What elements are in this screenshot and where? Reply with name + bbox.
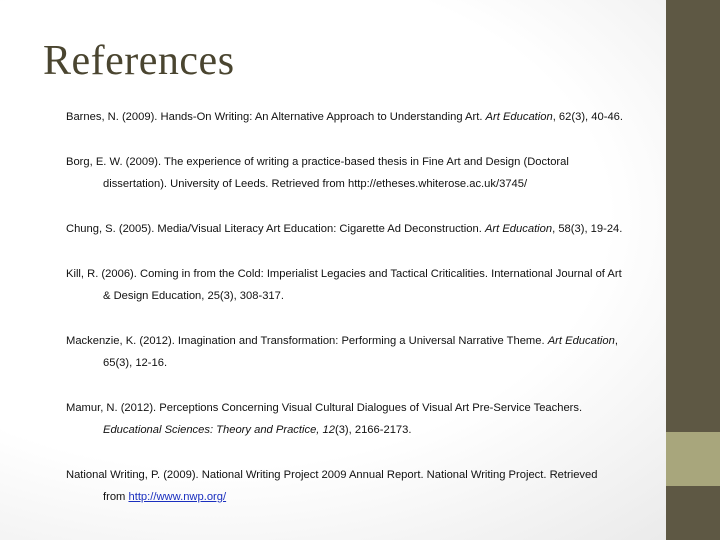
reference-item [66,106,626,128]
journal-title: Art Education [547,335,615,347]
reference-text: Chung, S. (2005). Media/Visual Literacy Art Education: Cigarette Ad Deconstruction. [66,223,485,235]
reference-text: 65(3), 12-16. [103,357,168,369]
reference-item [66,330,626,374]
reference-text: , 58(3), 19-24. [552,223,623,235]
reference-link[interactable]: http://www.nwp.org/ [128,491,227,503]
page-title: References [43,38,235,84]
reference-text: dissertation). University of Leeds. Retrieved from http://etheses.whiterose.ac.uk/3745/ [103,178,528,190]
reference-list [66,106,626,531]
reference-text: Barnes, N. (2009). Hands-On Writing: An Alternative Approach to Understanding Art. [66,111,486,123]
reference-item [66,397,626,441]
reference-item [66,263,626,307]
reference-text: Mackenzie, K. (2012). Imagination and Transformation: Performing a Universal Narrative Theme. [66,335,548,347]
journal-title: Art Education [484,223,553,235]
reference-text: Borg, E. W. (2009). The experience of writing a practice-based thesis in Fine Art and Design (Doctoral [66,156,569,168]
reference-text: Kill, R. (2006). Coming in from the Cold: Imperialist Legacies and Tactical Criticalities. International Journal of Art [66,268,622,280]
reference-text: National Writing, P. (2009). National Writing Project 2009 Annual Report. National Writing Project. Retrieved [66,469,598,481]
reference-item [66,151,626,195]
sidebar-accent-block [666,432,720,486]
reference-text: , 62(3), 40-46. [552,111,623,123]
reference-item [66,218,626,240]
slide-sidebar [666,0,720,540]
journal-title: Educational Sciences: Theory and Practice, 12 [103,424,335,436]
reference-text: & Design Education, 25(3), 308-317. [103,290,284,302]
reference-text: (3), 2166-2173. [334,424,412,436]
reference-text: Mamur, N. (2012). Perceptions Concerning Visual Cultural Dialogues of Visual Art Pre-Service Teachers. [66,402,583,414]
journal-title: Art Education [485,111,553,123]
reference-item [66,464,626,508]
reference-text: , [614,335,618,347]
reference-text: from [103,491,129,503]
